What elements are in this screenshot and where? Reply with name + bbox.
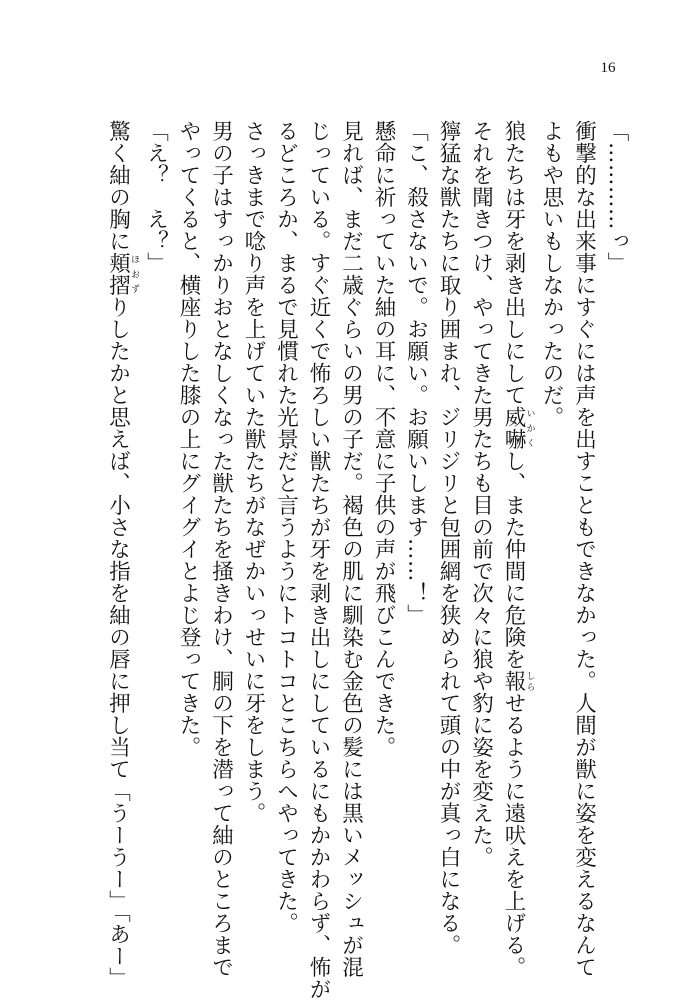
text-line-3: よもや思いもしなかったのだ。	[539, 120, 564, 428]
text-line-15: 「え？ え？」	[143, 120, 169, 274]
furigana	[105, 252, 139, 296]
text-line-5: それを聞きつけ、やってきた男たちも目の前で次々に狼や豹に姿を変えた。	[468, 120, 494, 868]
text-line-6: 獰猛な獣たちに取り囲まれ、ジリジリと包囲網を狭められて頭の中が真っ白になる。	[436, 120, 461, 956]
text-line-7: 「こ、殺さないで。お願い。お願いします……！」	[403, 120, 429, 626]
text-segment: 狼たちは牙を剥き出しにして	[501, 120, 526, 406]
ruby-base: 頬摺	[105, 252, 131, 296]
furigana	[501, 406, 535, 450]
page-number: 16	[600, 60, 616, 76]
vertical-text-block	[101, 120, 632, 1000]
furigana	[501, 670, 535, 692]
text-line-2: 衝撃的な出来事にすぐには声を出すこともできなかった。人間が獣に姿を変えるなんて	[571, 120, 597, 978]
text-line-16	[101, 120, 139, 990]
text-line-14: やってくると、横座りした膝の上にグイグイとよじ登ってきた。	[176, 120, 201, 758]
text-segment: し、また仲間に危険を	[501, 450, 526, 670]
ruby-reading: しら	[524, 670, 535, 692]
text-segment: 驚く紬の胸に	[105, 120, 131, 252]
text-segment: せるように遠吠えを上げる。	[501, 692, 526, 978]
text-line-13: 男の子はすっかりおとなしくなった獣たちを掻きわけ、胴の下を潜って紬のところまで	[208, 120, 234, 978]
text-line-12: さっきまで唸り声を上げていた獣たちがなぜかいっせいに牙をしまう。	[241, 120, 266, 824]
ruby-reading: ほおず	[129, 252, 139, 296]
text-line-1: 「…………っ」	[604, 120, 629, 274]
text-line-10: じっている。すぐ近くで怖ろしい獣たちが牙を剥き出しにしているにもかかわらず、怖が	[306, 120, 331, 1000]
text-segment: りしたかと思えば、小さな指を紬の唇に押し当て「うーうー」「あー」	[105, 296, 131, 990]
text-line-9: 見れば、まだ二歳ぐらいの男の子だ。褐色の肌に馴染む金色の髪には黒いメッシュが混	[338, 120, 364, 978]
text-line-4	[497, 120, 535, 978]
ruby-reading: いかく	[524, 406, 535, 450]
ruby-base: 報	[501, 670, 526, 692]
text-line-11: るどころか、まるで見慣れた光景だと言うようにトコトコとこちらへやってきた。	[273, 120, 299, 934]
text-line-8: 懸命に祈っていた紬の耳に、不意に子供の声が飛びこんできた。	[371, 120, 396, 758]
ruby-base: 威嚇	[501, 406, 526, 450]
